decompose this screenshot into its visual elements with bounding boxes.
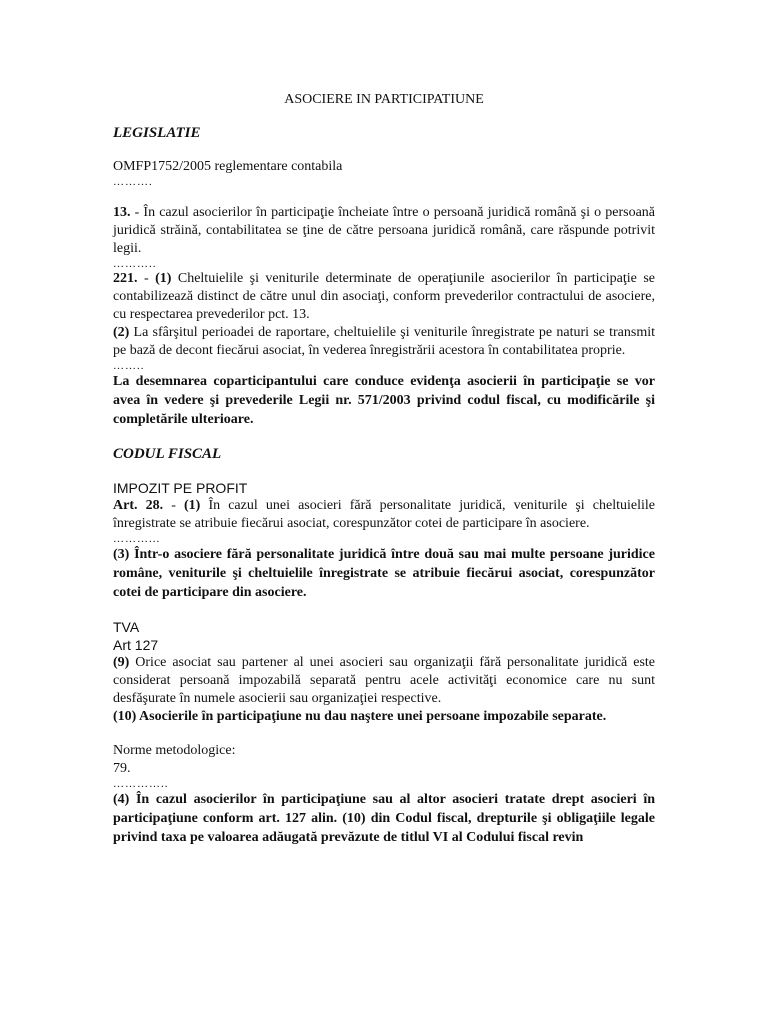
- article-28-dash: -: [163, 498, 184, 513]
- ellipsis-1: ……….: [113, 176, 153, 188]
- paragraph-13: [113, 204, 655, 258]
- paragraph-221-sub2: (2): [113, 325, 130, 340]
- tva-article: Art 127: [113, 637, 159, 653]
- ellipsis-5: …………..: [113, 778, 169, 790]
- paragraph-13-number: 13.: [113, 205, 131, 220]
- tva-paragraph-9-number: (9): [113, 655, 130, 670]
- paragraph-221-number: 221.: [113, 271, 138, 286]
- tva-heading: TVA: [113, 619, 140, 635]
- ellipsis-2: ………..: [113, 258, 157, 270]
- article-28-number: Art. 28.: [113, 498, 164, 513]
- heading-codul-fiscal: CODUL FISCAL: [113, 446, 222, 462]
- article-28-3: (3) Într-o asociere fără personalitate juridică între două sau mai multe persoane juridice române, veniturile şi cheltuielile înregistrate se atribuie fiecărui asociat, corespunzător cotei de participare din asociere.: [113, 547, 655, 600]
- impozit-heading: IMPOZIT PE PROFIT: [113, 480, 248, 496]
- ellipsis-4: ………...: [113, 533, 161, 545]
- paragraph-221-2: [113, 324, 655, 360]
- norme-number: 79.: [113, 761, 131, 776]
- document-body: [113, 124, 655, 847]
- ellipsis-3: ……..: [113, 360, 145, 372]
- article-28-text: În cazul unei asocieri fără personalitate juridică, veniturile şi cheltuielile înregistrate se atribuie fiecărui asociat, corespunzător cotei de participare în asociere.: [113, 498, 655, 531]
- heading-legislatie: LEGISLATIE: [113, 125, 201, 141]
- norme-paragraph-4: (4) În cazul asocierilor în participaţiune sau al altor asocieri tratate drept asocieri în participaţiune conform art. 127 alin. (10) din Codul fiscal, drepturile şi obligaţiile legale privind taxa pe valoarea adăugată prevăzute de titlul VI al Codului fiscal revin: [113, 792, 655, 845]
- article-28-sub: (1): [184, 498, 201, 513]
- norme-heading: Norme metodologice:: [113, 743, 236, 758]
- article-28-1: [113, 497, 655, 533]
- omfp-line: OMFP1752/2005 reglementare contabila: [113, 159, 343, 174]
- bold-note: La desemnarea coparticipantului care conduce evidenţa asocierii în participaţie se vor avea în vedere şi prevederile Legii nr. 571/2003 privind codul fiscal, cu modificările şi completările ulterioare.: [113, 374, 655, 427]
- tva-paragraph-10: (10) Asocierile în participaţiune nu dau naştere unei persoane impozabile separate.: [113, 709, 607, 724]
- paragraph-13-text: - În cazul asocierilor în participaţie încheiate între o persoană juridică română şi o persoană juridică străină, contabilitatea se ţine de către persoana juridică română, care răspunde potrivit legii.: [113, 205, 655, 256]
- paragraph-221-1: [113, 270, 655, 324]
- paragraph-221-text1: Cheltuielile şi veniturile determinate de operaţiunile asocierilor în participaţie se contabilizează distinct de către unul din asociaţi, conform prevederilor contractului de asociere, cu respectarea prevederilor pct. 13.: [113, 271, 655, 322]
- tva-paragraph-9-text: Orice asociat sau partener al unei asocieri sau organizaţii fără personalitate juridică este considerat persoană impozabilă separată pentru acele activităţi economice care nu sunt desfăşurate în numele asocierii sau organizaţiei respective.: [113, 655, 655, 706]
- paragraph-221-dash: -: [137, 271, 156, 286]
- paragraph-221-text2: La sfârşitul perioadei de raportare, cheltuielile şi veniturile înregistrate pe naturi se transmit pe bază de decont fiecărui asociat, în vederea înregistrării acestora în contabilitatea proprie.: [113, 325, 655, 358]
- tva-paragraph-9: [113, 654, 655, 708]
- document-title: ASOCIERE IN PARTICIPATIUNE: [284, 92, 484, 107]
- paragraph-221-sub1: (1): [155, 271, 172, 286]
